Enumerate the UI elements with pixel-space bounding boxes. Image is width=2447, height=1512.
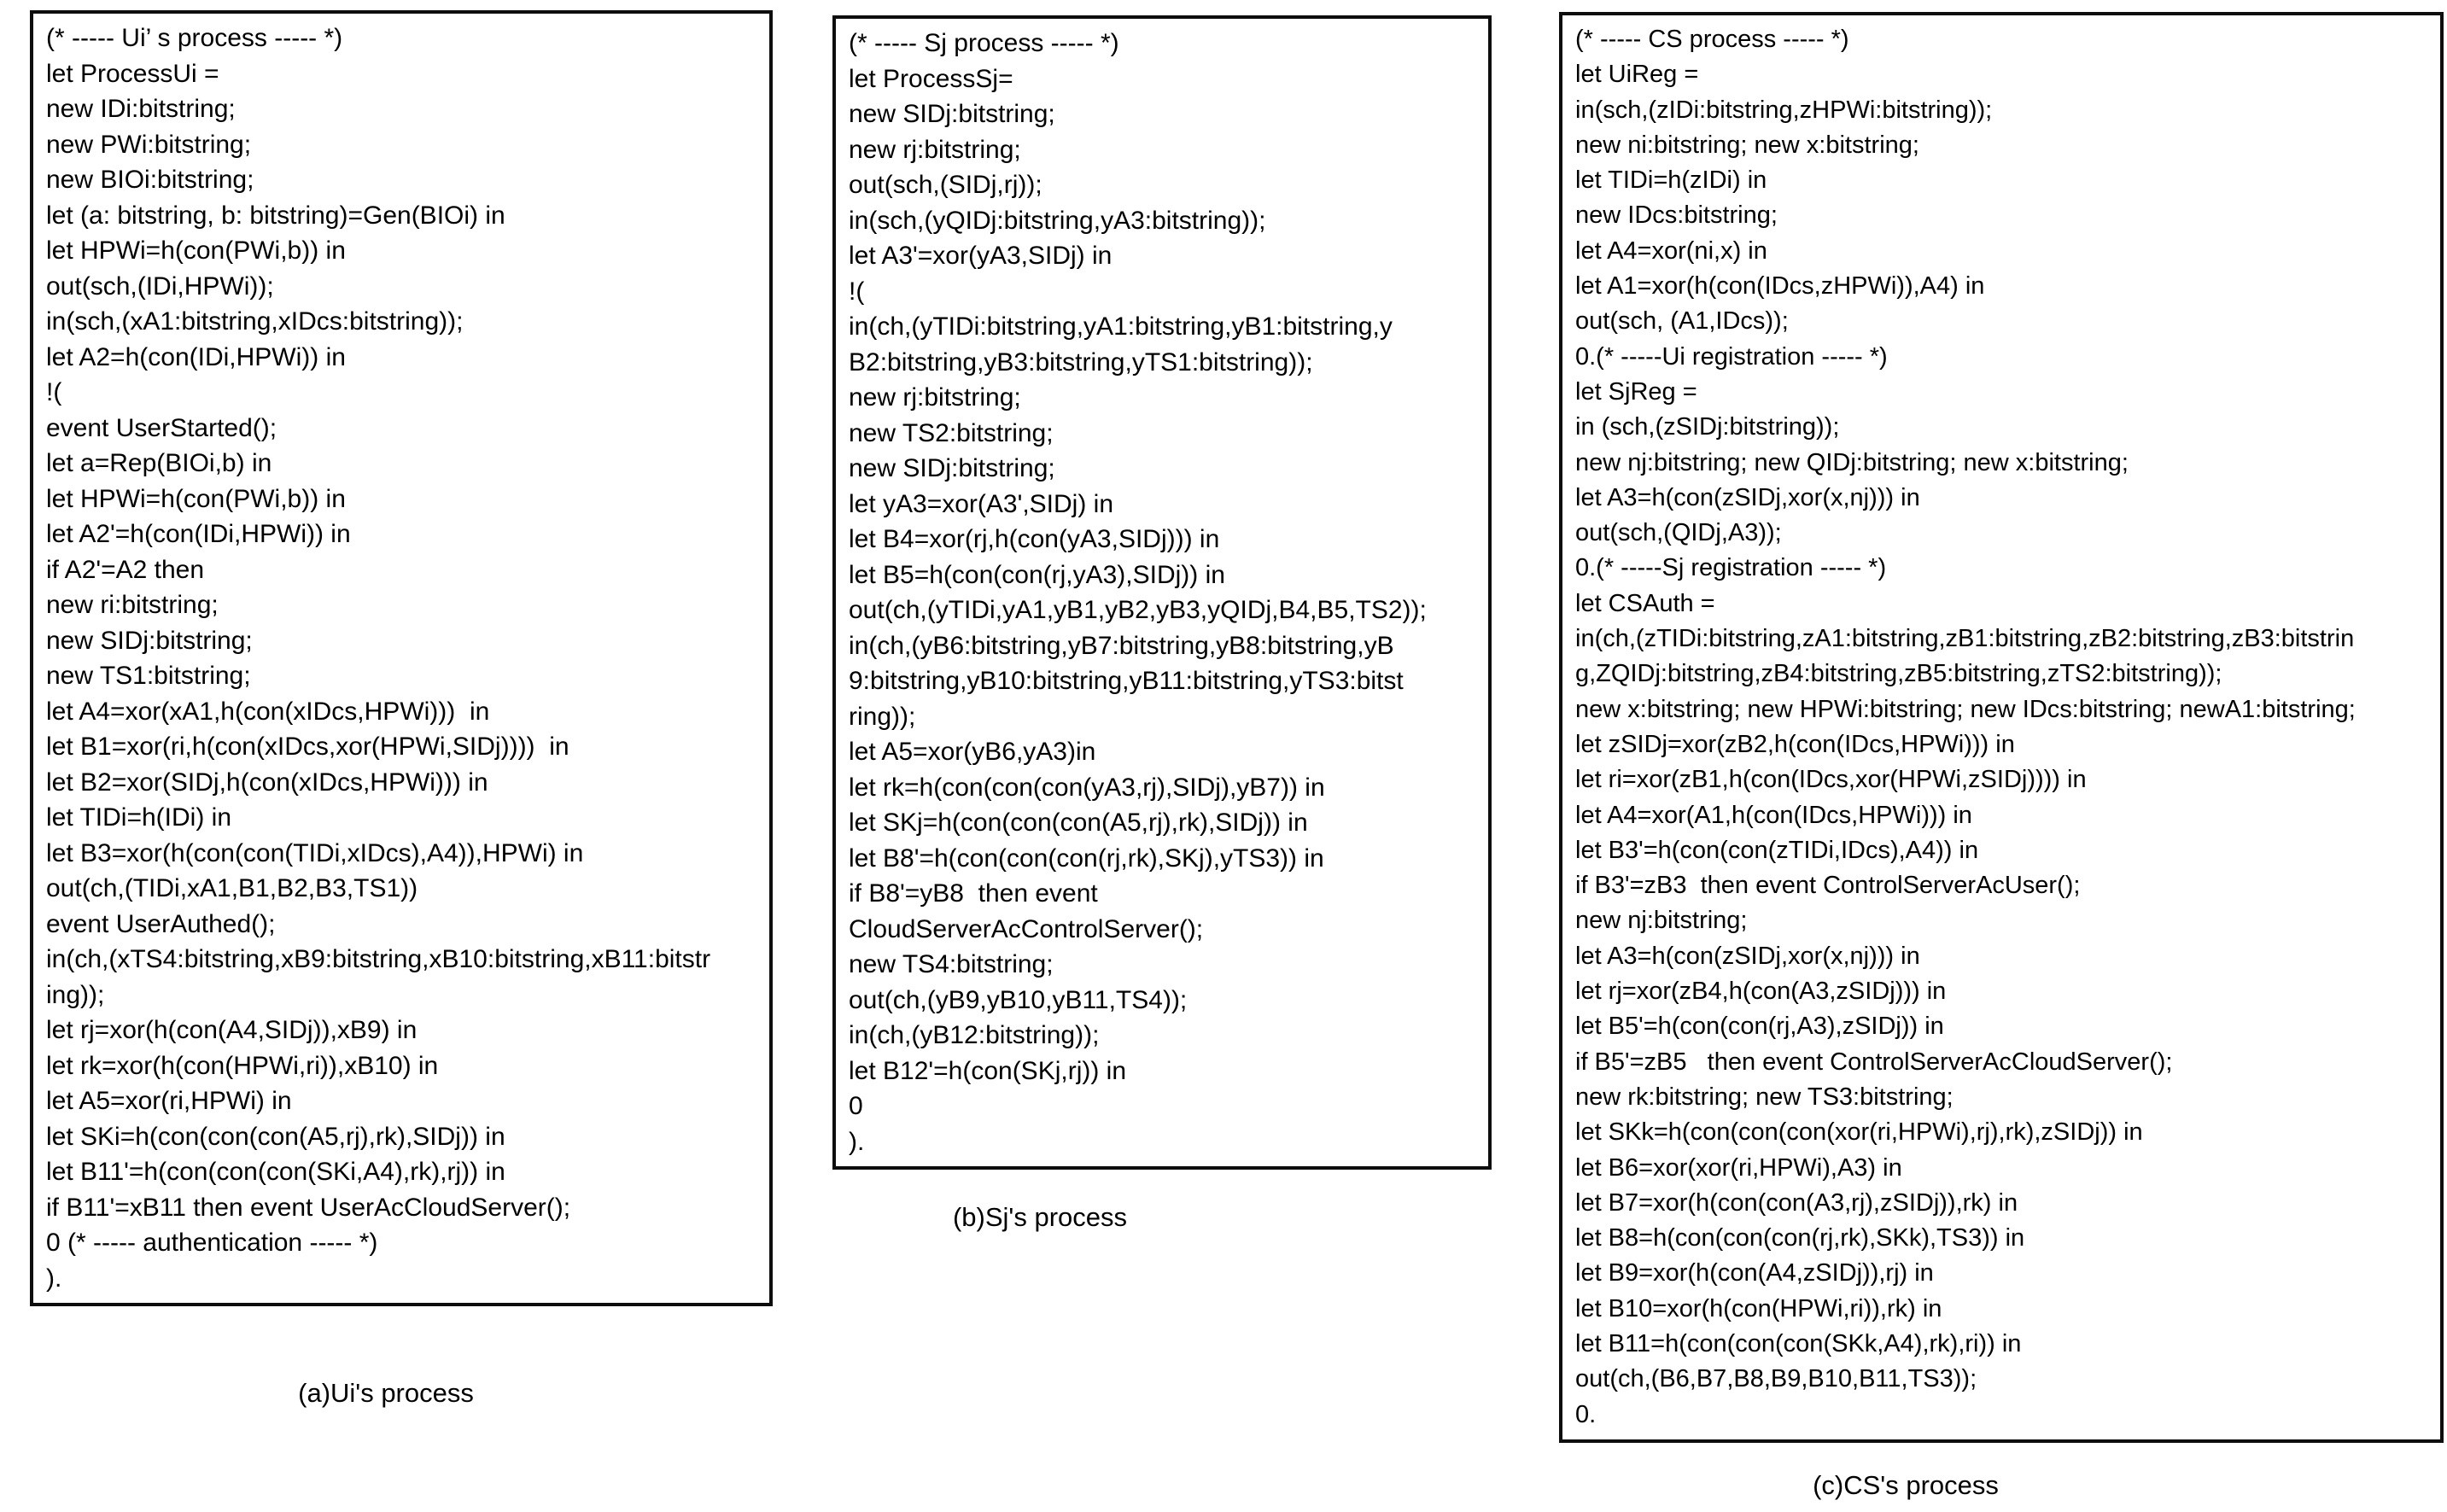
code-line: let yA3=xor(A3',SIDj) in [849,489,1114,518]
code-line: event UserAuthed(); [46,909,276,938]
code-line: if B8'=yB8 then event [849,879,1098,908]
code-line: (* ----- Ui’ s process ----- *) [46,24,343,52]
code-line: if B5'=zB5 then event ControlServerAcCloudServer(); [1575,1048,2173,1076]
code-line: let B10=xor(h(con(HPWi,ri)),rk) in [1575,1294,1942,1322]
code-line: let UiReg = [1575,61,1699,89]
code-line: new ri:bitstring; [46,591,219,619]
code-line: let B3=xor(h(con(con(TIDi,xIDcs),A4)),HPWi) in [46,838,584,867]
code-line: let TIDi=h(zIDi) in [1575,166,1767,195]
code-line: let A5=xor(ri,HPWi) in [46,1087,292,1115]
code-line: new SIDj:bitstring; [849,100,1055,128]
code-line: let B8=h(con(con(con(rj,rk),SKk),TS3)) in [1575,1224,2025,1252]
code-line: let B9=xor(h(con(A4,zSIDj)),rj) in [1575,1259,1934,1287]
ui-process-caption: (a)Ui's process [298,1378,474,1408]
code-line: let SjReg = [1575,377,1697,406]
code-line: new rk:bitstring; new TS3:bitstring; [1575,1083,1954,1111]
code-line: ). [849,1127,865,1156]
code-line: 0 (* ----- authentication ----- *) [46,1229,378,1257]
code-line: 0.(* -----Ui registration ----- *) [1575,342,1888,371]
code-line: !( [849,277,865,306]
code-line: out(ch,(yTIDi,yA1,yB1,yB2,yB3,yQIDj,B4,B5,TS2)); [849,596,1427,624]
code-line: new PWi:bitstring; [46,130,252,159]
code-line: in(sch,(yQIDj:bitstring,yA3:bitstring)); [849,206,1266,235]
code-line: let A2=h(con(IDi,HPWi)) in [46,342,346,371]
code-line: out(ch,(B6,B7,B8,B9,B10,B11,TS3)); [1575,1365,1977,1393]
code-line: out(sch,(QIDj,A3)); [1575,519,1782,547]
code-line: let A2'=h(con(IDi,HPWi)) in [46,520,351,548]
code-line: new SIDj:bitstring; [46,626,253,655]
code-line: in(sch,(zIDi:bitstring,zHPWi:bitstring)); [1575,96,1993,124]
code-line: let B12'=h(con(SKj,rj)) in [849,1056,1127,1085]
code-line: let B5'=h(con(con(rj,A3),zSIDj)) in [1575,1013,1944,1041]
code-line: let B5=h(con(con(rj,yA3),SIDj)) in [849,560,1225,589]
code-line: new ni:bitstring; new x:bitstring; [1575,131,1919,159]
code-line: in(sch,(xA1:bitstring,xIDcs:bitstring)); [46,307,464,336]
code-line: let SKi=h(con(con(con(A5,rj),rk),SIDj)) in [46,1122,505,1151]
code-line: let CSAuth = [1575,589,1715,617]
sj-process-caption: (b)Sj's process [952,1202,1128,1232]
code-line: (* ----- CS process ----- *) [1575,26,1849,53]
code-line: let A4=xor(xA1,h(con(xIDcs,HPWi))) in [46,697,490,726]
code-line: new IDcs:bitstring; [1575,201,1778,230]
code-line: out(sch,(IDi,HPWi)); [46,271,274,301]
code-line: let TIDi=h(IDi) in [46,803,232,832]
cs-process-code-lines [1575,22,2427,1433]
code-line: let SKk=h(con(con(con(xor(ri,HPWi),rj),rk),zSIDj)) in [1575,1118,2143,1147]
code-line: let A3=h(con(zSIDj,xor(x,nj))) in [1575,942,1920,970]
code-line: let a=Rep(BIOi,b) in [46,449,272,477]
code-line: let rj=xor(h(con(A4,SIDj)),xB9) in [46,1016,418,1044]
code-line: let A3=h(con(zSIDj,xor(x,nj))) in [1575,483,1920,511]
sj-process-codebox [832,15,1492,1170]
code-line: new rj:bitstring; [849,383,1021,412]
code-line: let B8'=h(con(con(con(rj,rk),SKj),yTS3)) in [849,844,1324,873]
code-line: event UserStarted(); [46,413,277,442]
code-line: new TS1:bitstring; [46,662,251,690]
code-line: let HPWi=h(con(PWi,b)) in [46,484,346,513]
code-line: new rj:bitstring; [849,135,1021,164]
code-line: let B7=xor(h(con(con(A3,rj),zSIDj)),rk) in [1575,1188,2018,1217]
code-line: 0. [1575,1400,1597,1428]
cs-process-caption: (c)CS's process [1813,1470,1999,1500]
code-line: ring)); [849,702,916,731]
code-line: out(ch,(yB9,yB10,yB11,TS4)); [849,985,1188,1014]
code-line: B2:bitstring,yB3:bitstring,yTS1:bitstring)); [849,347,1313,377]
ui-process-code-lines [46,20,756,1296]
code-line: if A2'=A2 then [46,555,205,584]
code-line: new TS2:bitstring; [849,418,1054,447]
ui-process-codebox [30,10,773,1306]
code-line: let B1=xor(ri,h(con(xIDcs,xor(HPWi,SIDj)))) in [46,733,569,761]
code-line: in(ch,(yB12:bitstring)); [849,1021,1100,1049]
code-line: let A4=xor(A1,h(con(IDcs,HPWi))) in [1575,801,1972,829]
code-line: in (sch,(zSIDj:bitstring)); [1575,413,1840,441]
code-line: !( [46,378,62,406]
code-line: if B11'=xB11 then event UserAcCloudServer(); [46,1193,571,1222]
code-line: let ProcessSj= [849,64,1013,93]
code-line: let B2=xor(SIDj,h(con(xIDcs,HPWi))) in [46,768,488,797]
code-line: out(sch,(SIDj,rj)); [849,171,1042,199]
code-line: let rk=h(con(con(con(yA3,rj),SIDj),yB7)) in [849,773,1325,802]
code-line: 9:bitstring,yB10:bitstring,yB11:bitstring,yTS3:bitst [849,667,1404,695]
code-line: if B3'=zB3 then event ControlServerAcUser(); [1575,872,2081,900]
code-line: new nj:bitstring; [1575,907,1748,935]
code-line: ). [46,1264,62,1293]
sj-process-code-lines [849,26,1475,1159]
cs-process-codebox [1559,12,2444,1443]
code-line: new SIDj:bitstring; [849,454,1055,482]
code-line: new TS4:bitstring; [849,950,1054,978]
code-line: let ProcessUi = [46,59,219,88]
code-line: out(ch,(TIDi,xA1,B1,B2,B3,TS1)) [46,874,418,902]
code-line: let ri=xor(zB1,h(con(IDcs,xor(HPWi,zSIDj)))) in [1575,766,2087,794]
code-line: new IDi:bitstring; [46,95,236,123]
code-line: (* ----- Sj process ----- *) [849,29,1119,57]
code-line: 0.(* -----Sj registration ----- *) [1575,554,1887,582]
code-line: let HPWi=h(con(PWi,b)) in [46,236,346,265]
code-line: let A1=xor(h(con(IDcs,zHPWi)),A4) in [1575,272,1985,301]
code-line: g,ZQIDj:bitstring,zB4:bitstring,zB5:bitstring,zTS2:bitstring)); [1575,660,2222,688]
code-line: CloudServerAcControlServer(); [849,914,1204,943]
code-line: 0 [849,1092,863,1120]
code-line: let B6=xor(xor(ri,HPWi),A3) in [1575,1153,1902,1182]
code-line: in(ch,(yTIDi:bitstring,yA1:bitstring,yB1:bitstring,y [849,312,1393,341]
code-line: new x:bitstring; new HPWi:bitstring; new IDcs:bitstring; newA1:bitstring; [1575,695,2356,723]
code-line: let rj=xor(zB4,h(con(A3,zSIDj))) in [1575,978,1947,1006]
code-line: let B11=h(con(con(con(SKk,A4),rk),ri)) in [1575,1329,2022,1357]
code-line: let (a: bitstring, b: bitstring)=Gen(BIOi) in [46,201,505,230]
code-line: let A4=xor(ni,x) in [1575,236,1767,265]
code-line: let A3'=xor(yA3,SIDj) in [849,242,1113,270]
code-line: new BIOi:bitstring; [46,166,254,194]
code-line: let B11'=h(con(con(con(SKi,A4),rk),rj)) in [46,1158,505,1186]
code-line: let zSIDj=xor(zB2,h(con(IDcs,HPWi))) in [1575,730,2015,758]
code-line: in(ch,(zTIDi:bitstring,zA1:bitstring,zB1:bitstring,zB2:bitstring,zB3:bitstrin [1575,625,2355,653]
code-line: new nj:bitstring; new QIDj:bitstring; new x:bitstring; [1575,448,2129,476]
code-line: let SKj=h(con(con(con(A5,rj),rk),SIDj)) in [849,809,1308,837]
code-line: let B3'=h(con(con(zTIDi,IDcs),A4)) in [1575,836,1979,864]
code-line: in(ch,(yB6:bitstring,yB7:bitstring,yB8:bitstring,yB [849,631,1394,660]
code-line: ing)); [46,980,105,1009]
code-line: out(sch, (A1,IDcs)); [1575,307,1789,336]
code-line: let rk=xor(h(con(HPWi,ri)),xB10) in [46,1051,439,1080]
code-line: let B4=xor(rj,h(con(yA3,SIDj))) in [849,525,1220,553]
code-line: let A5=xor(yB6,yA3)in [849,738,1096,766]
code-line: in(ch,(xTS4:bitstring,xB9:bitstring,xB10:bitstring,xB11:bitstr [46,945,711,973]
